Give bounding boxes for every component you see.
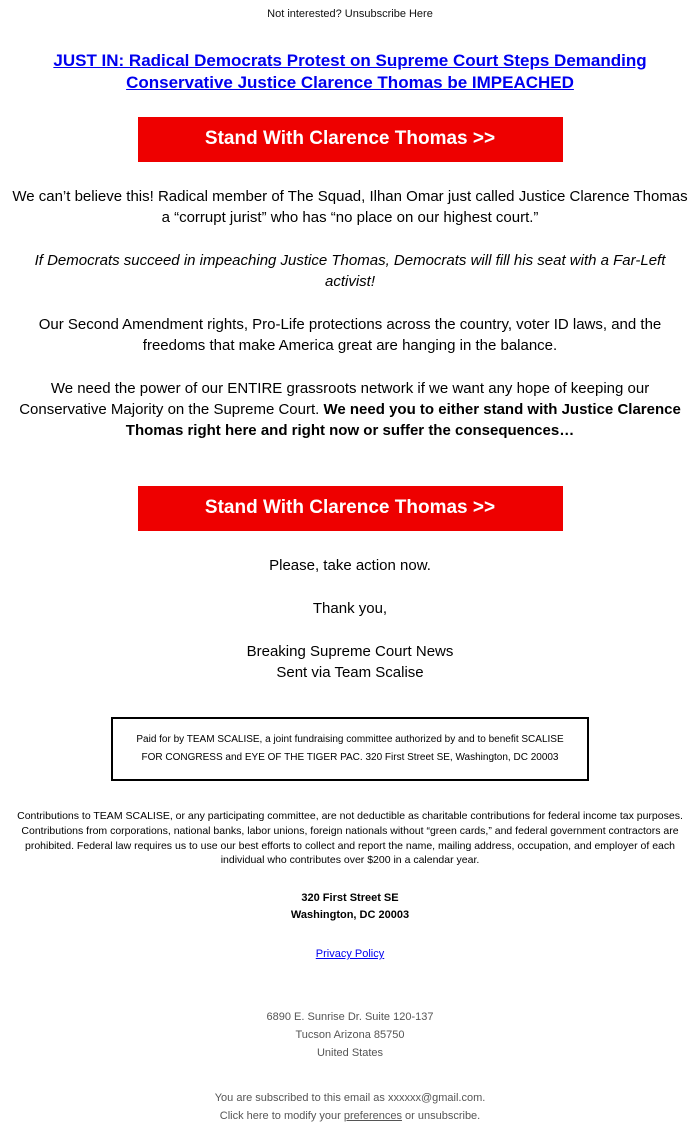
paragraph-impeach-warning: If Democrats succeed in impeaching Justice Thomas, Democrats will fill his seat with a Far-Left activist! <box>34 252 666 291</box>
subscribed-as-line: You are subscribed to this email as xxxxxx@gmail.com. <box>214 1092 486 1105</box>
paragraph-omar-quote: We can’t believe this! Radical member of The Squad, Ilhan Omar just called Justice Clarence Thomas a “corrupt jurist” who has “no place on our highest court.” <box>12 188 688 227</box>
headline-link[interactable]: JUST IN: Radical Democrats Protest on Supreme Court Steps Demanding Conservative Justice Clarence Thomas be IMPEACHED <box>53 51 647 93</box>
sender-address-line-1: 6890 E. Sunrise Dr. Suite 120-137 <box>266 1011 434 1024</box>
committee-address-line-2: Washington, DC 20003 <box>290 908 410 921</box>
signature-line-1: Breaking Supreme Court News <box>246 643 454 661</box>
signature-line-2: Sent via Team Scalise <box>276 664 424 682</box>
modify-preferences-line <box>10 1108 690 1126</box>
committee-address-line-1: 320 First Street SE <box>301 891 399 904</box>
contribution-fine-print: Contributions to TEAM SCALISE, or any participating committee, are not deductible as charitable contributions for federal income tax purposes. Contributions from corporations, national banks, labor unions, foreign nationals without “green cards,” and federal government contractors are prohibited. Federal law requires us to use our best efforts to collect and report the name, mailing address, occupation, and employer of each individual who contributes over $200 in a calendar year. <box>17 810 683 867</box>
signature-block <box>10 641 690 683</box>
stand-with-thomas-button-bottom[interactable]: Stand With Clarence Thomas >> <box>138 486 563 531</box>
subscription-info <box>10 1090 690 1125</box>
paragraph-call-to-action <box>10 378 690 441</box>
unsubscribe-prefix: Not interested? <box>267 8 345 20</box>
sender-address-line-2: Tucson Arizona 85750 <box>295 1029 405 1042</box>
unsubscribe-link[interactable]: Unsubscribe Here <box>344 8 433 20</box>
privacy-policy-link[interactable]: Privacy Policy <box>315 948 385 961</box>
privacy-policy-row <box>10 948 690 960</box>
modify-prefix: Click here to modify your <box>219 1110 344 1123</box>
paid-for-disclaimer-box: Paid for by TEAM SCALISE, a joint fundraising committee authorized by and to benefit SCALISE FOR CONGRESS and EYE OF THE TIGER PAC. 320 First Street SE, Washington, DC 20003 <box>111 717 589 781</box>
sender-postal-address <box>10 1008 690 1062</box>
stand-with-thomas-button-top[interactable]: Stand With Clarence Thomas >> <box>138 117 563 162</box>
modify-suffix: or unsubscribe. <box>401 1110 481 1123</box>
preferences-link[interactable]: preferences <box>343 1110 402 1123</box>
cta-paragraph-bold: We need you to either stand with Justice Clarence Thomas right here and right now or suffer the consequences… <box>125 401 681 440</box>
take-action-line: Please, take action now. <box>269 557 431 575</box>
unsubscribe-line <box>10 8 690 20</box>
committee-address <box>10 890 690 924</box>
thank-you-line: Thank you, <box>312 600 388 618</box>
cta-paragraph-normal: We need the power of our ENTIRE grassroots network if we want any hope of keeping our Conservative Majority on the Supreme Court. <box>19 380 650 419</box>
paragraph-rights: Our Second Amendment rights, Pro-Life protections across the country, voter ID laws, and the freedoms that make America great are hanging in the balance. <box>38 316 662 355</box>
sender-address-line-3: United States <box>316 1047 384 1060</box>
